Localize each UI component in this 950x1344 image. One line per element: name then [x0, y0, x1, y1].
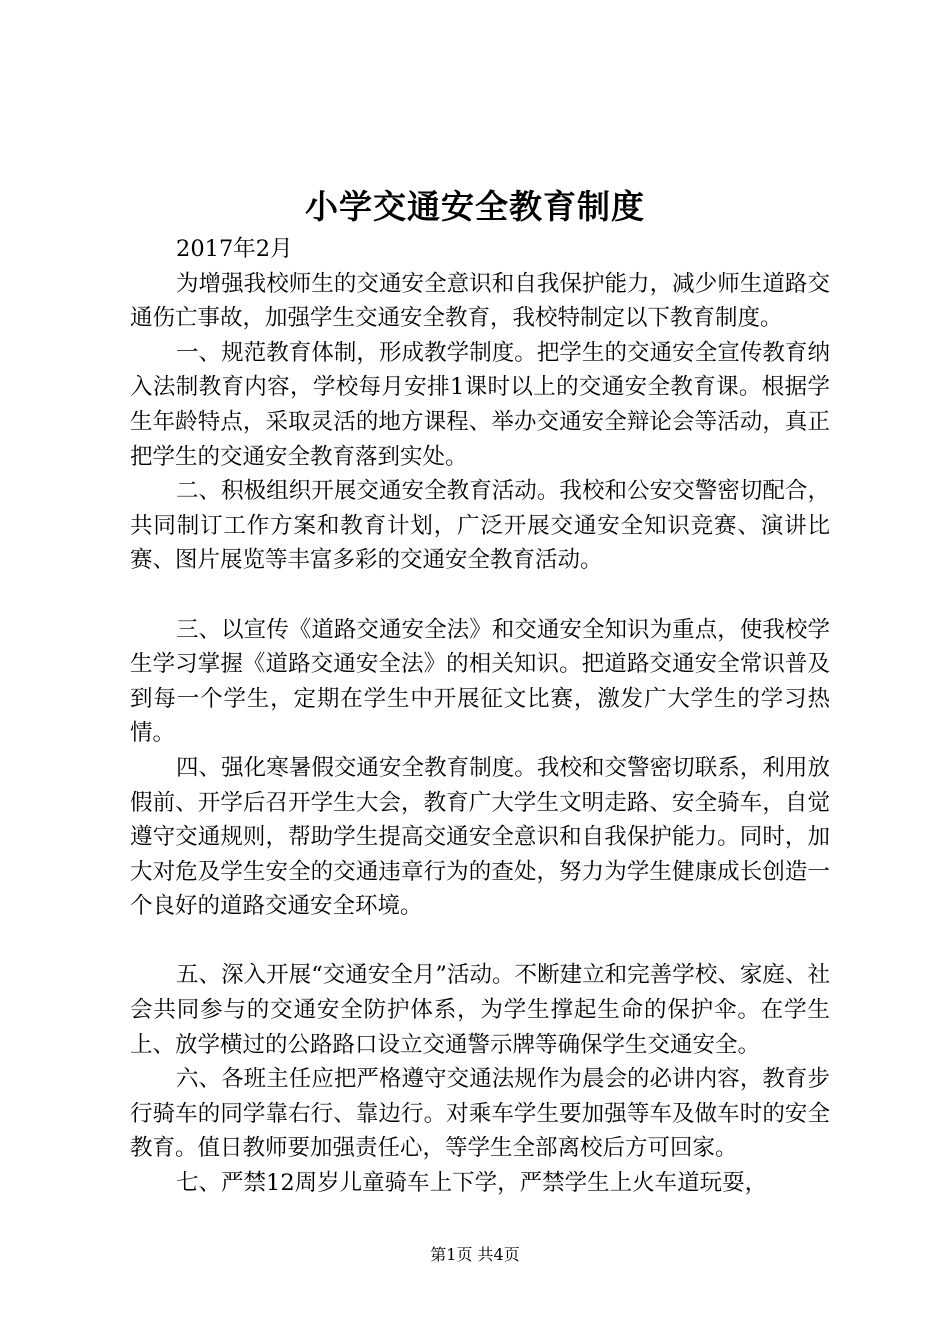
- paragraph-6: 六、各班主任应把严格遵守交通法规作为晨会的必讲内容，教育步行骑车的同学靠右行、靠边行。对乘车学生要加强等车及做车时的安全教育。值日教师要加强责任心，等学生全部离校后方可回家。: [130, 1066, 830, 1162]
- document-body: [130, 232, 830, 1201]
- paragraph-gap: [130, 578, 830, 613]
- document-title: 小学交通安全教育制度: [305, 187, 645, 226]
- document-date: 2017年2月: [176, 236, 293, 262]
- paragraph-7: 七、严禁12周岁儿童骑车上下学，严禁学生上火车道玩耍，: [176, 1170, 768, 1197]
- page-footer: 第1页 共4页: [430, 1245, 520, 1264]
- paragraph-5: 五、深入开展“交通安全月”活动。不断建立和完善学校、家庭、社会共同参与的交通安全防护体系，为学生撑起生命的保护伞。在学生上、放学横过的公路路口设立交通警示牌等确保学生交通安全。: [130, 962, 830, 1058]
- paragraph-3: 三、以宣传《道路交通安全法》和交通安全知识为重点，使我校学生学习掌握《道路交通安全法》的相关知识。把道路交通安全常识普及到每一个学生，定期在学生中开展征文比赛，激发广大学生的学习热情。: [130, 616, 830, 747]
- paragraph-intro: 为增强我校师生的交通安全意识和自我保护能力，减少师生道路交通伤亡事故，加强学生交通安全教育，我校特制定以下教育制度。: [130, 270, 830, 332]
- paragraph-4: 四、强化寒暑假交通安全教育制度。我校和交警密切联系，利用放假前、开学后召开学生大会，教育广大学生文明走路、安全骑车，自觉遵守交通规则，帮助学生提高交通安全意识和自我保护能力。同时，加大对危及学生安全的交通违章行为的查处，努力为学生健康成长创造一个良好的道路交通安全环境。: [130, 754, 830, 920]
- paragraph-gap: [130, 924, 830, 959]
- paragraph-1: 一、规范教育体制，形成教学制度。把学生的交通安全宣传教育纳入法制教育内容，学校每月安排1课时以上的交通安全教育课。根据学生年龄特点，采取灵活的地方课程、举办交通安全辩论会等活动，真正把学生的交通安全教育落到实处。: [130, 339, 830, 470]
- paragraph-2: 二、积极组织开展交通安全教育活动。我校和公安交警密切配合，共同制订工作方案和教育计划，广泛开展交通安全知识竞赛、演讲比赛、图片展览等丰富多彩的交通安全教育活动。: [130, 478, 830, 574]
